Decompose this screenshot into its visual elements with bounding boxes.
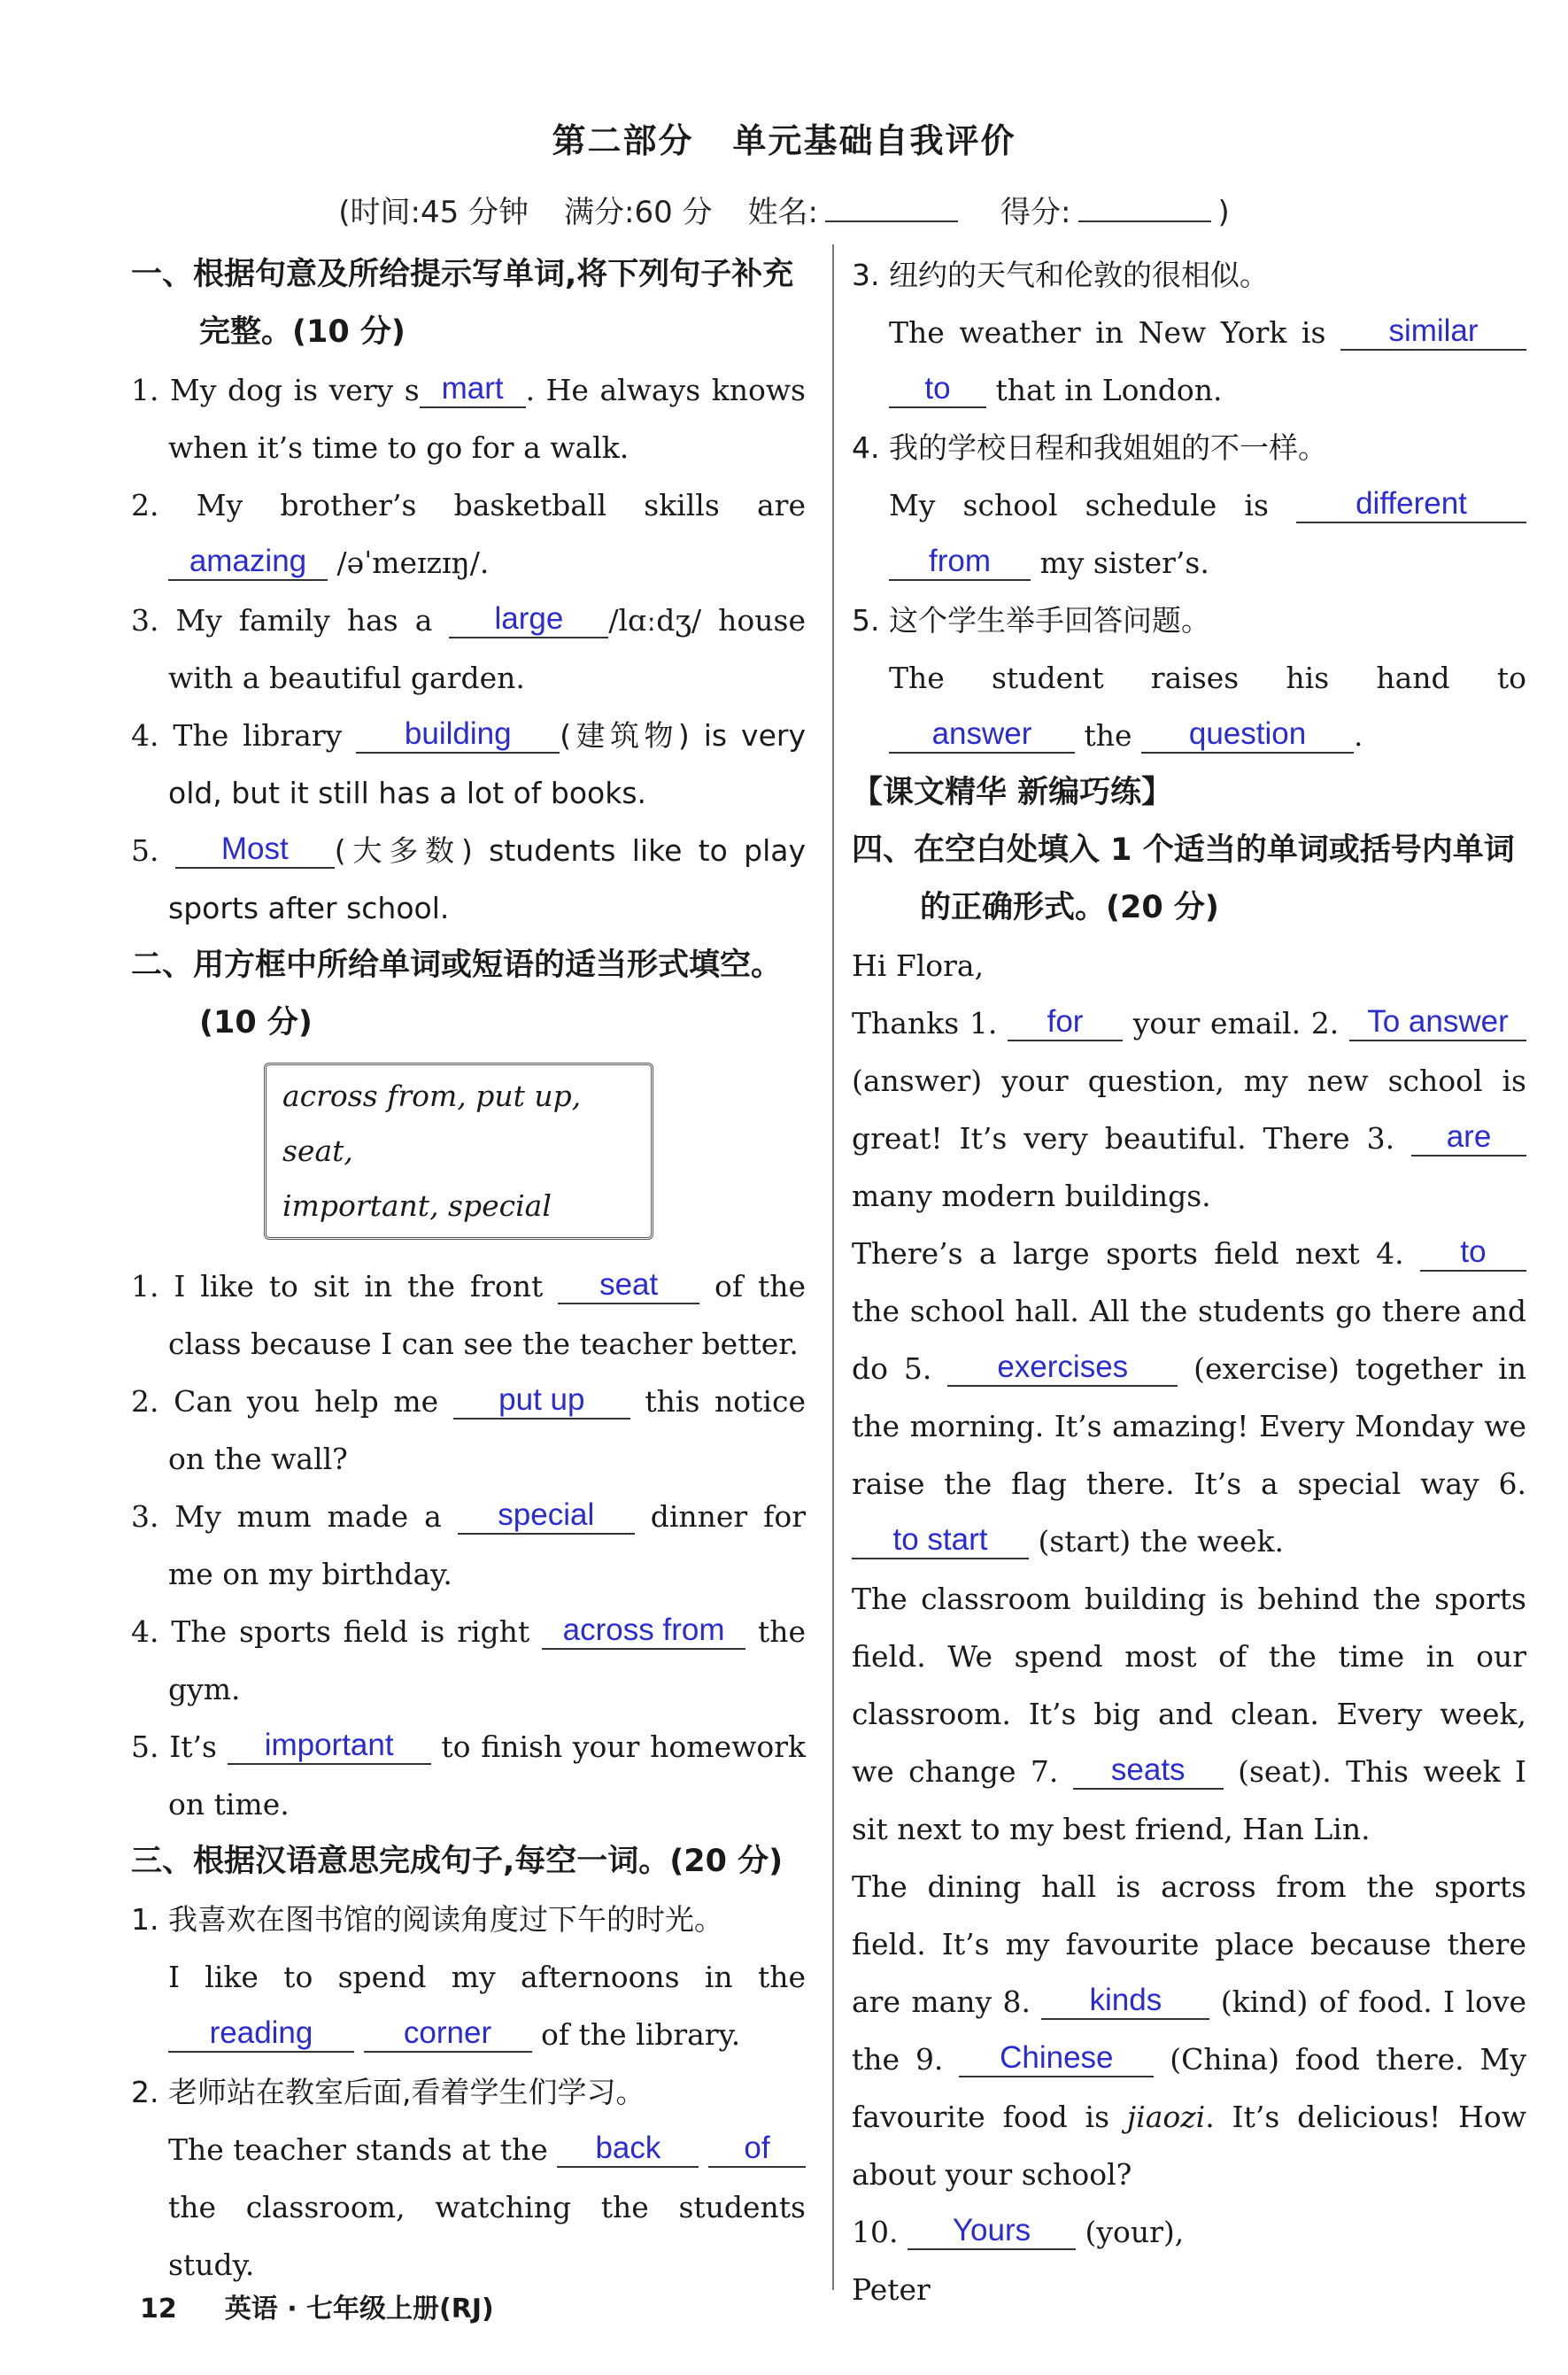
score-field[interactable] <box>1078 220 1211 222</box>
s2-question-2: 2. Can you help me put up this notice on the wall? <box>131 1382 806 1476</box>
letter-paragraph-1: Thanks 1. for your email. 2. To answer (answer) your question, my new school is great! It’s very beautiful. There 3. are many modern buildings. <box>852 1004 1526 1213</box>
answer-blank[interactable]: are <box>1411 1119 1526 1157</box>
s3-question-4-english: My school schedule is different from my sister’s. <box>852 476 1526 592</box>
answer-blank[interactable]: kinds <box>1041 1983 1209 2020</box>
page-title: 第二部分 单元基础自我评价 <box>552 121 1016 160</box>
section-4-banner: 【课文精华 新编巧练】 <box>852 775 1173 810</box>
s1-question-5: 5. Most (大多数) students like to play sports after school. <box>131 832 806 925</box>
answer-blank[interactable]: to start <box>852 1522 1029 1559</box>
s1-question-2: 2. My brother’s basketball skills are amazing /əˈmeɪzɪŋ/. <box>131 488 806 580</box>
letter-signature: Peter <box>852 2272 931 2307</box>
s3-question-5-english: The student raises his hand to answer the question . <box>889 661 1526 753</box>
test-meta-line: (时间:45 分钟 满分:60 分 姓名: 得分: ) <box>338 195 1230 230</box>
page-number: 12 <box>140 2294 177 2325</box>
answer-blank[interactable]: amazing <box>168 544 328 581</box>
s1-question-3: 3. My family has a large /lɑːdʒ/ house with a beautiful garden. <box>131 601 806 695</box>
answer-blank[interactable]: of <box>708 2131 806 2168</box>
name-label: 姓名: <box>747 195 819 230</box>
letter-closing: 10. Yours (your), <box>852 2213 1185 2249</box>
s3-question-2-chinese: 2. 老师站在教室后面,看着学生们学习。 <box>131 2075 645 2109</box>
answer-blank[interactable]: Yours <box>908 2213 1076 2250</box>
letter-paragraph-3: The classroom building is behind the sports field. We spend most of the time in our classroom. It’s big and clean. Every week, we change 7. seats (seat). This week I sit next to my best friend, Han Lin. <box>852 1582 1526 1846</box>
answer-blank[interactable]: corner <box>364 2015 532 2053</box>
score-label: 得分: <box>1000 195 1071 230</box>
section-3-heading: 三、根据汉语意思完成句子,每空一词。(20 分) <box>131 1844 784 1879</box>
word-box-line: important, special <box>282 1188 552 1223</box>
s3-question-5-chinese: 5. 这个学生举手回答问题。 <box>852 603 1210 638</box>
word-box <box>264 1063 653 1240</box>
answer-blank[interactable]: important <box>228 1728 431 1765</box>
s3-question-1-english: I like to spend my afternoons in the reading corner of the library. <box>168 1960 806 2052</box>
s1-question-1: 1. My dog is very s mart . He always knows when it’s time to go for a walk. <box>131 371 806 465</box>
column-divider <box>832 244 834 2290</box>
answer-blank[interactable]: special <box>458 1497 635 1535</box>
answer-blank[interactable]: seats <box>1073 1752 1224 1790</box>
name-field[interactable] <box>825 220 958 222</box>
s3-question-1-chinese: 1. 我喜欢在图书馆的阅读角度过下午的时光。 <box>131 1902 723 1937</box>
answer-blank[interactable]: back <box>557 2131 699 2168</box>
s3-question-2-english: The teacher stands at the back of the classroom, watching the students study. <box>168 2131 806 2282</box>
section-1-heading: 一、根据句意及所给提示写单词,将下列句子补充完整。(10 分) <box>131 257 794 350</box>
left-column <box>131 246 806 2294</box>
letter-paragraph-2: There’s a large sports field next 4. to the school hall. All the students go there and do 5. exercises (exercise) together in the morning. It’s amazing! Every Monday we raise the flag there. It’s a special way 6. to start (start) the week. <box>852 1234 1526 1559</box>
letter-greeting: Hi Flora, <box>852 948 985 983</box>
book-title: 英语 · 七年级上册(RJ) <box>224 2294 494 2325</box>
s2-question-3: 3. My mum made a special dinner for me on my birthday. <box>131 1497 806 1591</box>
s2-question-5: 5. It’s important to finish your homework on time. <box>131 1728 806 1822</box>
section-4-heading: 四、在空白处填入 1 个适当的单词或括号内单词的正确形式。(20 分) <box>852 832 1515 925</box>
answer-blank[interactable]: reading <box>168 2015 354 2053</box>
s2-question-1: 1. I like to sit in the front seat of the class because I can see the teacher better. <box>131 1267 806 1361</box>
letter-paragraph-4: The dining hall is across from the sports field. It’s my favourite place because there are many 8. kinds (kind) of food. I love the 9. Chinese (China) food there. My favourite food is jiaozi. It’s delicious! How about your school? <box>852 1869 1527 2192</box>
answer-blank[interactable]: to <box>889 371 986 408</box>
answer-blank[interactable]: to <box>1420 1234 1526 1272</box>
full-score: 满分:60 分 <box>564 195 713 230</box>
s3-question-3-english: The weather in New York is similar to that in London. <box>852 304 1526 419</box>
answer-blank[interactable]: different <box>1296 486 1526 523</box>
page-footer <box>140 2286 494 2325</box>
right-column <box>852 246 1526 2318</box>
answer-blank[interactable]: similar <box>1340 313 1526 351</box>
answer-blank[interactable]: from <box>889 544 1031 581</box>
answer-blank[interactable]: building <box>356 716 560 754</box>
answer-blank[interactable]: large <box>449 601 608 638</box>
answer-blank[interactable]: exercises <box>947 1350 1178 1387</box>
s3-question-4-chinese: 4. 我的学校日程和我姐姐的不一样。 <box>852 430 1327 465</box>
word-box-line: across from, put up, seat, <box>282 1079 582 1168</box>
time-limit: 时间:45 分钟 <box>350 195 529 230</box>
answer-blank[interactable]: Chinese <box>959 2040 1154 2077</box>
answer-blank[interactable]: question <box>1141 716 1354 754</box>
answer-blank[interactable]: answer <box>889 716 1075 754</box>
section-2-heading: 二、用方框中所给单词或短语的适当形式填空。(10 分) <box>131 948 783 1041</box>
s2-question-4: 4. The sports field is right across from the gym. <box>131 1613 806 1706</box>
answer-blank[interactable]: To answer <box>1349 1004 1526 1041</box>
answer-blank[interactable]: Most <box>175 832 335 869</box>
letter-passage <box>852 937 1526 2318</box>
s1-question-4: 4. The library building (建筑物) is very old, but it still has a lot of books. <box>131 716 806 810</box>
answer-blank[interactable]: across from <box>542 1613 745 1650</box>
answer-blank[interactable]: seat <box>558 1267 699 1304</box>
answer-blank[interactable]: for <box>1008 1004 1123 1041</box>
s3-question-3-chinese: 3. 纽约的天气和伦敦的很相似。 <box>852 258 1269 292</box>
answer-blank[interactable]: mart <box>420 371 526 408</box>
answer-blank[interactable]: put up <box>453 1382 630 1420</box>
